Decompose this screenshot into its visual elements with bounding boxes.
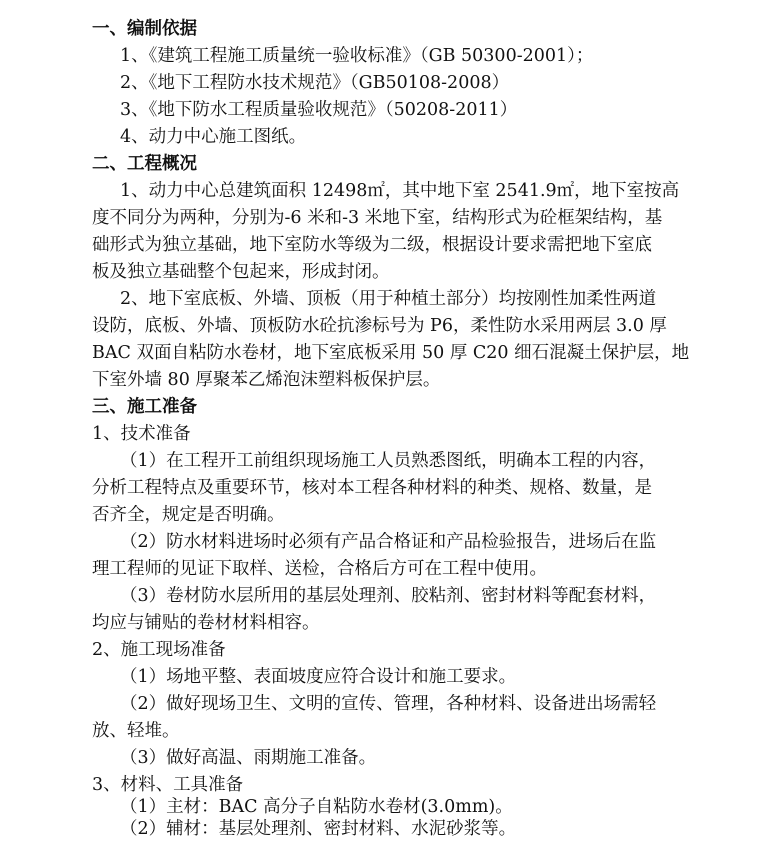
preparation-line: （2）防水材料进场时必须有产品合格证和产品检验报告，进场后在监	[120, 532, 657, 552]
preparation-line: （1）主材：BAC 高分子自粘防水卷材(3.0mm)。	[120, 797, 513, 817]
overview-line: 2、地下室底板、外墙、顶板（用于种植土部分）均按刚性加柔性两道	[120, 289, 657, 309]
preparation-line: 理工程师的见证下取样、送检，合格后方可在工程中使用。	[92, 559, 547, 579]
overview-line: 1、动力中心总建筑面积 12498㎡，其中地下室 2541.9㎡，地下室按高	[120, 181, 680, 201]
section-heading-basis: 一、编制依据	[92, 19, 197, 39]
preparation-line: （2）做好现场卫生、文明的宣传、管理，各种材料、设备进出场需轻	[120, 694, 657, 714]
subheading-technical: 1、技术准备	[92, 424, 191, 444]
preparation-line: 分析工程特点及重要环节，核对本工程各种材料的种类、规格、数量，是	[92, 478, 652, 498]
overview-line: BAC 双面自粘防水卷材，地下室底板采用 50 厚 C20 细石混凝土保护层，地	[92, 343, 690, 363]
preparation-line: 放、轻堆。	[92, 721, 180, 741]
subheading-materials: 3、材料、工具准备	[92, 775, 244, 795]
basis-item-2: 2、《地下工程防水技术规范》（GB50108-2008）	[120, 73, 510, 93]
overview-line: 板及独立基础整个包起来，形成封闭。	[92, 262, 390, 282]
preparation-line: 均应与铺贴的卷材材料相容。	[92, 613, 320, 633]
overview-line: 设防，底板、外墙、顶板防水砼抗渗标号为 P6，柔性防水采用两层 3.0 厚	[92, 316, 667, 336]
overview-line: 础形式为独立基础，地下室防水等级为二级，根据设计要求需把地下室底	[92, 235, 652, 255]
basis-item-3: 3、《地下防水工程质量验收规范》（50208-2011）	[120, 100, 518, 120]
section-heading-overview: 二、工程概况	[92, 154, 197, 174]
preparation-line: （3）卷材防水层所用的基层处理剂、胶粘剂、密封材料等配套材料，	[120, 586, 657, 606]
subheading-site: 2、施工现场准备	[92, 640, 226, 660]
preparation-line: （2）辅材：基层处理剂、密封材料、水泥砂浆等。	[120, 819, 517, 839]
overview-line: 度不同分为两种，分别为-6 米和-3 米地下室，结构形式为砼框架结构，基	[92, 208, 663, 228]
preparation-line: （1）在工程开工前组织现场施工人员熟悉图纸，明确本工程的内容，	[120, 451, 657, 471]
preparation-line: （1）场地平整、表面坡度应符合设计和施工要求。	[120, 667, 517, 687]
preparation-line: 否齐全，规定是否明确。	[92, 505, 285, 525]
basis-item-4: 4、动力中心施工图纸。	[120, 127, 307, 147]
partial-line-clip	[0, 812, 780, 839]
overview-line: 下室外墙 80 厚聚苯乙烯泡沫塑料板保护层。	[92, 370, 441, 390]
basis-item-1: 1、《建筑工程施工质量统一验收标准》（GB 50300-2001）；	[120, 46, 594, 66]
preparation-line: （3）做好高温、雨期施工准备。	[120, 748, 377, 768]
section-heading-preparation: 三、施工准备	[92, 397, 197, 417]
